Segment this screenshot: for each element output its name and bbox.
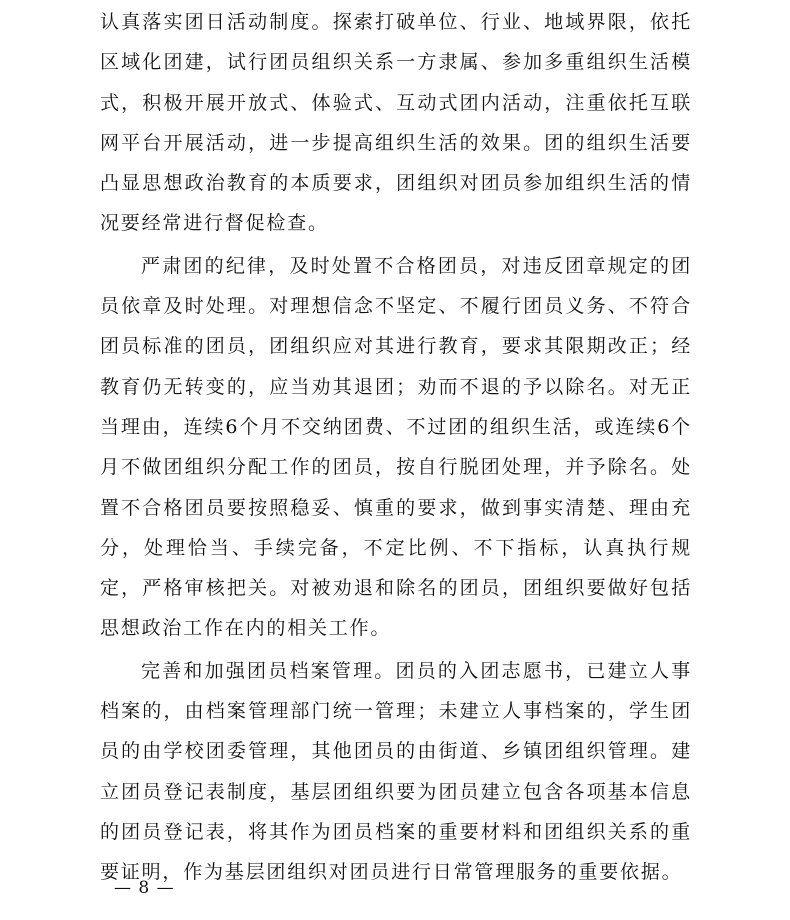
paragraph-discipline: 严肃团的纪律，及时处置不合格团员，对违反团章规定的团员依章及时处理。对理想信念不坚定、不履行团员义务、不符合团员标准的团员，团组织应对其进行教育，要求其限期改正；经教育仍无转变的，应当劝其退团；劝而不退的予以除名。对无正当理由，连续6个月不交纳团费、不过团的组织生活，或连续6个月不做团组织分配工作的团员，按自行脱团处理，并予除名。处置不合格团员要按照稳妥、慎重的要求，做到事实清楚、理由充分，处理恰当、手续完备，不定比例、不下指标，认真执行规定，严格审核把关。对被劝退和除名的团员，团组织要做好包括思想政治工作在内的相关工作。 [100,254,692,640]
page-number: — 8 — [114,878,175,898]
paragraph-archive-management: 完善和加强团员档案管理。团员的入团志愿书，已建立人事档案的，由档案管理部门统一管理；未建立人事档案的，学生团员的由学校团委管理，其他团员的由街道、乡镇团组织管理。建立团员登记表制度，基层团组织要为团员建立包含各项基本信息的团员登记表，将其作为团员档案的重要材料和团组织关系的重要证明，作为基层团组织对团员进行日常管理服务的重要依据。 [100,659,692,884]
paragraph-continuation: 认真落实团日活动制度。探索打破单位、行业、地域界限，依托区域化团建，试行团员组织关系一方隶属、参加多重组织生活模式，积极开展开放式、体验式、互动式团内活动，注重依托互联网平台开展活动，进一步提高组织生活的效果。团的组织生活要凸显思想政治教育的本质要求，团组织对团员参加组织生活的情况要经常进行督促检查。 [100,11,692,235]
body-text [100,2,692,893]
